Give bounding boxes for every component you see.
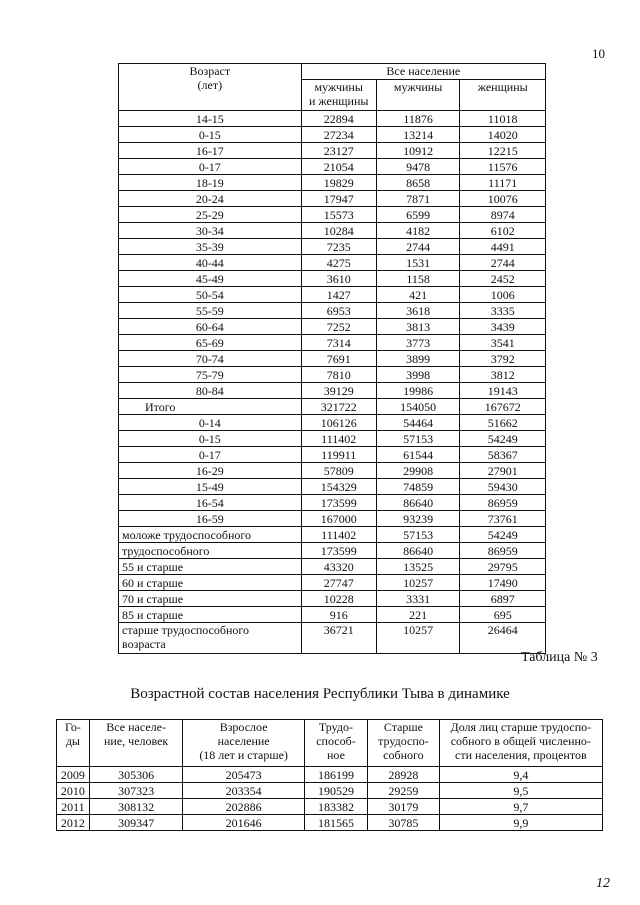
women-cell: 73761	[460, 511, 546, 527]
working-age-cell: 186199	[304, 767, 367, 783]
men-women-cell: 119911	[301, 447, 376, 463]
women-cell: 6897	[460, 591, 546, 607]
handwritten-page-mark: 12	[596, 876, 610, 891]
men-cell: 9478	[376, 159, 460, 175]
table1-row	[119, 143, 546, 159]
men-cell: 10912	[376, 143, 460, 159]
women-cell: 3439	[460, 319, 546, 335]
total-population-cell: 307323	[89, 783, 183, 799]
men-women-cell: 4275	[301, 255, 376, 271]
table1-row	[119, 623, 546, 654]
header-men: мужчины	[376, 80, 460, 111]
men-cell: 19986	[376, 383, 460, 399]
men-cell: 13525	[376, 559, 460, 575]
men-women-cell: 21054	[301, 159, 376, 175]
age-group-cell: 45-49	[119, 271, 302, 287]
women-cell: 11171	[460, 175, 546, 191]
men-women-cell: 173599	[301, 543, 376, 559]
table1-row	[119, 543, 546, 559]
table1-row	[119, 431, 546, 447]
women-cell: 3812	[460, 367, 546, 383]
women-cell: 3335	[460, 303, 546, 319]
share-cell: 9,5	[439, 783, 602, 799]
women-cell: 54249	[460, 527, 546, 543]
age-group-cell: 16-29	[119, 463, 302, 479]
age-group-cell: 60 и старше	[119, 575, 302, 591]
table1-row	[119, 479, 546, 495]
women-cell: 167672	[460, 399, 546, 415]
age-group-cell: 65-69	[119, 335, 302, 351]
age-structure-table	[118, 63, 546, 654]
men-cell: 4182	[376, 223, 460, 239]
age-group-cell: 25-29	[119, 207, 302, 223]
women-cell: 86959	[460, 543, 546, 559]
age-group-cell: 0-17	[119, 447, 302, 463]
over-working-age-cell: 29259	[368, 783, 440, 799]
men-cell: 57153	[376, 527, 460, 543]
table1-row	[119, 303, 546, 319]
table1-row	[119, 351, 546, 367]
men-cell: 86640	[376, 495, 460, 511]
table1-row	[119, 527, 546, 543]
women-cell: 27901	[460, 463, 546, 479]
table1-row	[119, 495, 546, 511]
men-women-cell: 7691	[301, 351, 376, 367]
adult-population-cell: 201646	[183, 815, 304, 831]
men-women-cell: 321722	[301, 399, 376, 415]
age-group-cell: 40-44	[119, 255, 302, 271]
age-group-cell: 75-79	[119, 367, 302, 383]
women-cell: 54249	[460, 431, 546, 447]
age-group-cell: 15-49	[119, 479, 302, 495]
share-cell: 9,4	[439, 767, 602, 783]
women-cell: 12215	[460, 143, 546, 159]
men-women-cell: 6953	[301, 303, 376, 319]
men-women-cell: 39129	[301, 383, 376, 399]
table1-row	[119, 335, 546, 351]
men-cell: 154050	[376, 399, 460, 415]
age-group-cell: 55-59	[119, 303, 302, 319]
table1-row	[119, 607, 546, 623]
age-group-cell: 20-24	[119, 191, 302, 207]
year-cell: 2010	[57, 783, 90, 799]
men-women-cell: 7314	[301, 335, 376, 351]
age-group-cell: 70 и старше	[119, 591, 302, 607]
men-cell: 3813	[376, 319, 460, 335]
men-cell: 11876	[376, 111, 460, 127]
men-women-cell: 7235	[301, 239, 376, 255]
header-men-women: мужчины и женщины	[301, 80, 376, 111]
age-group-cell: моложе трудоспособного	[119, 527, 302, 543]
women-cell: 8974	[460, 207, 546, 223]
table-caption: Таблица № 3	[521, 650, 598, 665]
total-population-cell: 309347	[89, 815, 183, 831]
age-group-cell: 30-34	[119, 223, 302, 239]
table1-row	[119, 287, 546, 303]
men-women-cell: 916	[301, 607, 376, 623]
header-years: Го- ды	[57, 720, 90, 767]
men-cell: 3618	[376, 303, 460, 319]
over-working-age-cell: 28928	[368, 767, 440, 783]
men-cell: 3331	[376, 591, 460, 607]
header-age: Возраст (лет)	[119, 64, 302, 111]
total-population-cell: 308132	[89, 799, 183, 815]
table1-row	[119, 511, 546, 527]
age-group-cell: 0-17	[119, 159, 302, 175]
age-group-cell: 0-14	[119, 415, 302, 431]
women-cell: 4491	[460, 239, 546, 255]
men-women-cell: 7810	[301, 367, 376, 383]
men-women-cell: 57809	[301, 463, 376, 479]
men-cell: 3899	[376, 351, 460, 367]
header-all-population: Все население	[301, 64, 545, 80]
page-number: 10	[592, 46, 605, 61]
table1-row	[119, 159, 546, 175]
women-cell: 26464	[460, 623, 546, 654]
header-share-over-working-age: Доля лиц старше трудоспо- собного в общей численно- сти населения, процентов	[439, 720, 602, 767]
men-cell: 10257	[376, 575, 460, 591]
age-group-cell: 16-54	[119, 495, 302, 511]
men-cell: 74859	[376, 479, 460, 495]
men-women-cell: 1427	[301, 287, 376, 303]
age-group-cell: 60-64	[119, 319, 302, 335]
men-women-cell: 36721	[301, 623, 376, 654]
dynamics-table	[56, 719, 603, 831]
men-women-cell: 111402	[301, 527, 376, 543]
age-group-cell: 80-84	[119, 383, 302, 399]
men-women-cell: 27234	[301, 127, 376, 143]
men-women-cell: 27747	[301, 575, 376, 591]
table1-row	[119, 239, 546, 255]
age-group-cell: 85 и старше	[119, 607, 302, 623]
women-cell: 2452	[460, 271, 546, 287]
women-cell: 17490	[460, 575, 546, 591]
age-group-cell: Итого	[119, 399, 302, 415]
women-cell: 11018	[460, 111, 546, 127]
men-cell: 1531	[376, 255, 460, 271]
year-cell: 2009	[57, 767, 90, 783]
table2-row	[57, 767, 603, 783]
header-over-working-age: Старше трудоспо- собного	[368, 720, 440, 767]
men-women-cell: 106126	[301, 415, 376, 431]
share-cell: 9,7	[439, 799, 602, 815]
table2-row	[57, 783, 603, 799]
men-cell: 57153	[376, 431, 460, 447]
age-group-cell: 70-74	[119, 351, 302, 367]
age-group-cell: старше трудоспособного возраста	[119, 623, 302, 654]
table1-row	[119, 383, 546, 399]
year-cell: 2011	[57, 799, 90, 815]
men-cell: 421	[376, 287, 460, 303]
men-cell: 10257	[376, 623, 460, 654]
women-cell: 11576	[460, 159, 546, 175]
men-cell: 54464	[376, 415, 460, 431]
men-cell: 3998	[376, 367, 460, 383]
table1-row	[119, 175, 546, 191]
men-women-cell: 22894	[301, 111, 376, 127]
table1-row	[119, 319, 546, 335]
header-working-age: Трудо- способ- ное	[304, 720, 367, 767]
table1-row	[119, 271, 546, 287]
men-cell: 61544	[376, 447, 460, 463]
table1-row	[119, 447, 546, 463]
women-cell: 59430	[460, 479, 546, 495]
women-cell: 29795	[460, 559, 546, 575]
women-cell: 1006	[460, 287, 546, 303]
men-women-cell: 154329	[301, 479, 376, 495]
adult-population-cell: 202886	[183, 799, 304, 815]
header-total-population: Все населе- ние, человек	[89, 720, 183, 767]
table1-row	[119, 575, 546, 591]
men-women-cell: 43320	[301, 559, 376, 575]
age-group-cell: 16-17	[119, 143, 302, 159]
men-women-cell: 10228	[301, 591, 376, 607]
women-cell: 10076	[460, 191, 546, 207]
table1-row	[119, 399, 546, 415]
men-cell: 29908	[376, 463, 460, 479]
men-cell: 13214	[376, 127, 460, 143]
age-group-cell: 18-19	[119, 175, 302, 191]
header-women: женщины	[460, 80, 546, 111]
age-group-cell: 35-39	[119, 239, 302, 255]
women-cell: 86959	[460, 495, 546, 511]
men-cell: 221	[376, 607, 460, 623]
women-cell: 51662	[460, 415, 546, 431]
table2-row	[57, 815, 603, 831]
men-women-cell: 10284	[301, 223, 376, 239]
working-age-cell: 183382	[304, 799, 367, 815]
total-population-cell: 305306	[89, 767, 183, 783]
men-cell: 2744	[376, 239, 460, 255]
men-women-cell: 3610	[301, 271, 376, 287]
table1-row	[119, 191, 546, 207]
women-cell: 3792	[460, 351, 546, 367]
age-group-cell: 50-54	[119, 287, 302, 303]
men-women-cell: 17947	[301, 191, 376, 207]
table1-row	[119, 111, 546, 127]
over-working-age-cell: 30179	[368, 799, 440, 815]
women-cell: 19143	[460, 383, 546, 399]
men-cell: 1158	[376, 271, 460, 287]
table2-row	[57, 799, 603, 815]
table1-row	[119, 415, 546, 431]
women-cell: 3541	[460, 335, 546, 351]
men-women-cell: 15573	[301, 207, 376, 223]
men-cell: 8658	[376, 175, 460, 191]
table1-header-row-1	[119, 64, 546, 80]
men-cell: 93239	[376, 511, 460, 527]
over-working-age-cell: 30785	[368, 815, 440, 831]
age-group-cell: 55 и старше	[119, 559, 302, 575]
age-group-cell: 0-15	[119, 431, 302, 447]
share-cell: 9,9	[439, 815, 602, 831]
table2-header-row	[57, 720, 603, 767]
age-group-cell: 16-59	[119, 511, 302, 527]
age-group-cell: трудоспособного	[119, 543, 302, 559]
women-cell: 695	[460, 607, 546, 623]
men-cell: 86640	[376, 543, 460, 559]
working-age-cell: 190529	[304, 783, 367, 799]
table1-row	[119, 367, 546, 383]
adult-population-cell: 203354	[183, 783, 304, 799]
men-cell: 6599	[376, 207, 460, 223]
men-cell: 3773	[376, 335, 460, 351]
women-cell: 6102	[460, 223, 546, 239]
adult-population-cell: 205473	[183, 767, 304, 783]
table-title: Возрастной состав населения Республики Тыва в динамике	[130, 686, 510, 702]
men-women-cell: 173599	[301, 495, 376, 511]
women-cell: 58367	[460, 447, 546, 463]
men-women-cell: 7252	[301, 319, 376, 335]
header-adult-population: Взрослое население (18 лет и старше)	[183, 720, 304, 767]
table1-row	[119, 207, 546, 223]
men-women-cell: 19829	[301, 175, 376, 191]
women-cell: 14020	[460, 127, 546, 143]
table1-row	[119, 223, 546, 239]
men-women-cell: 111402	[301, 431, 376, 447]
table1-row	[119, 255, 546, 271]
age-group-cell: 14-15	[119, 111, 302, 127]
working-age-cell: 181565	[304, 815, 367, 831]
table1-row	[119, 127, 546, 143]
men-women-cell: 167000	[301, 511, 376, 527]
men-women-cell: 23127	[301, 143, 376, 159]
table1-row	[119, 463, 546, 479]
women-cell: 2744	[460, 255, 546, 271]
table1-row	[119, 559, 546, 575]
table1-row	[119, 591, 546, 607]
men-cell: 7871	[376, 191, 460, 207]
year-cell: 2012	[57, 815, 90, 831]
age-group-cell: 0-15	[119, 127, 302, 143]
